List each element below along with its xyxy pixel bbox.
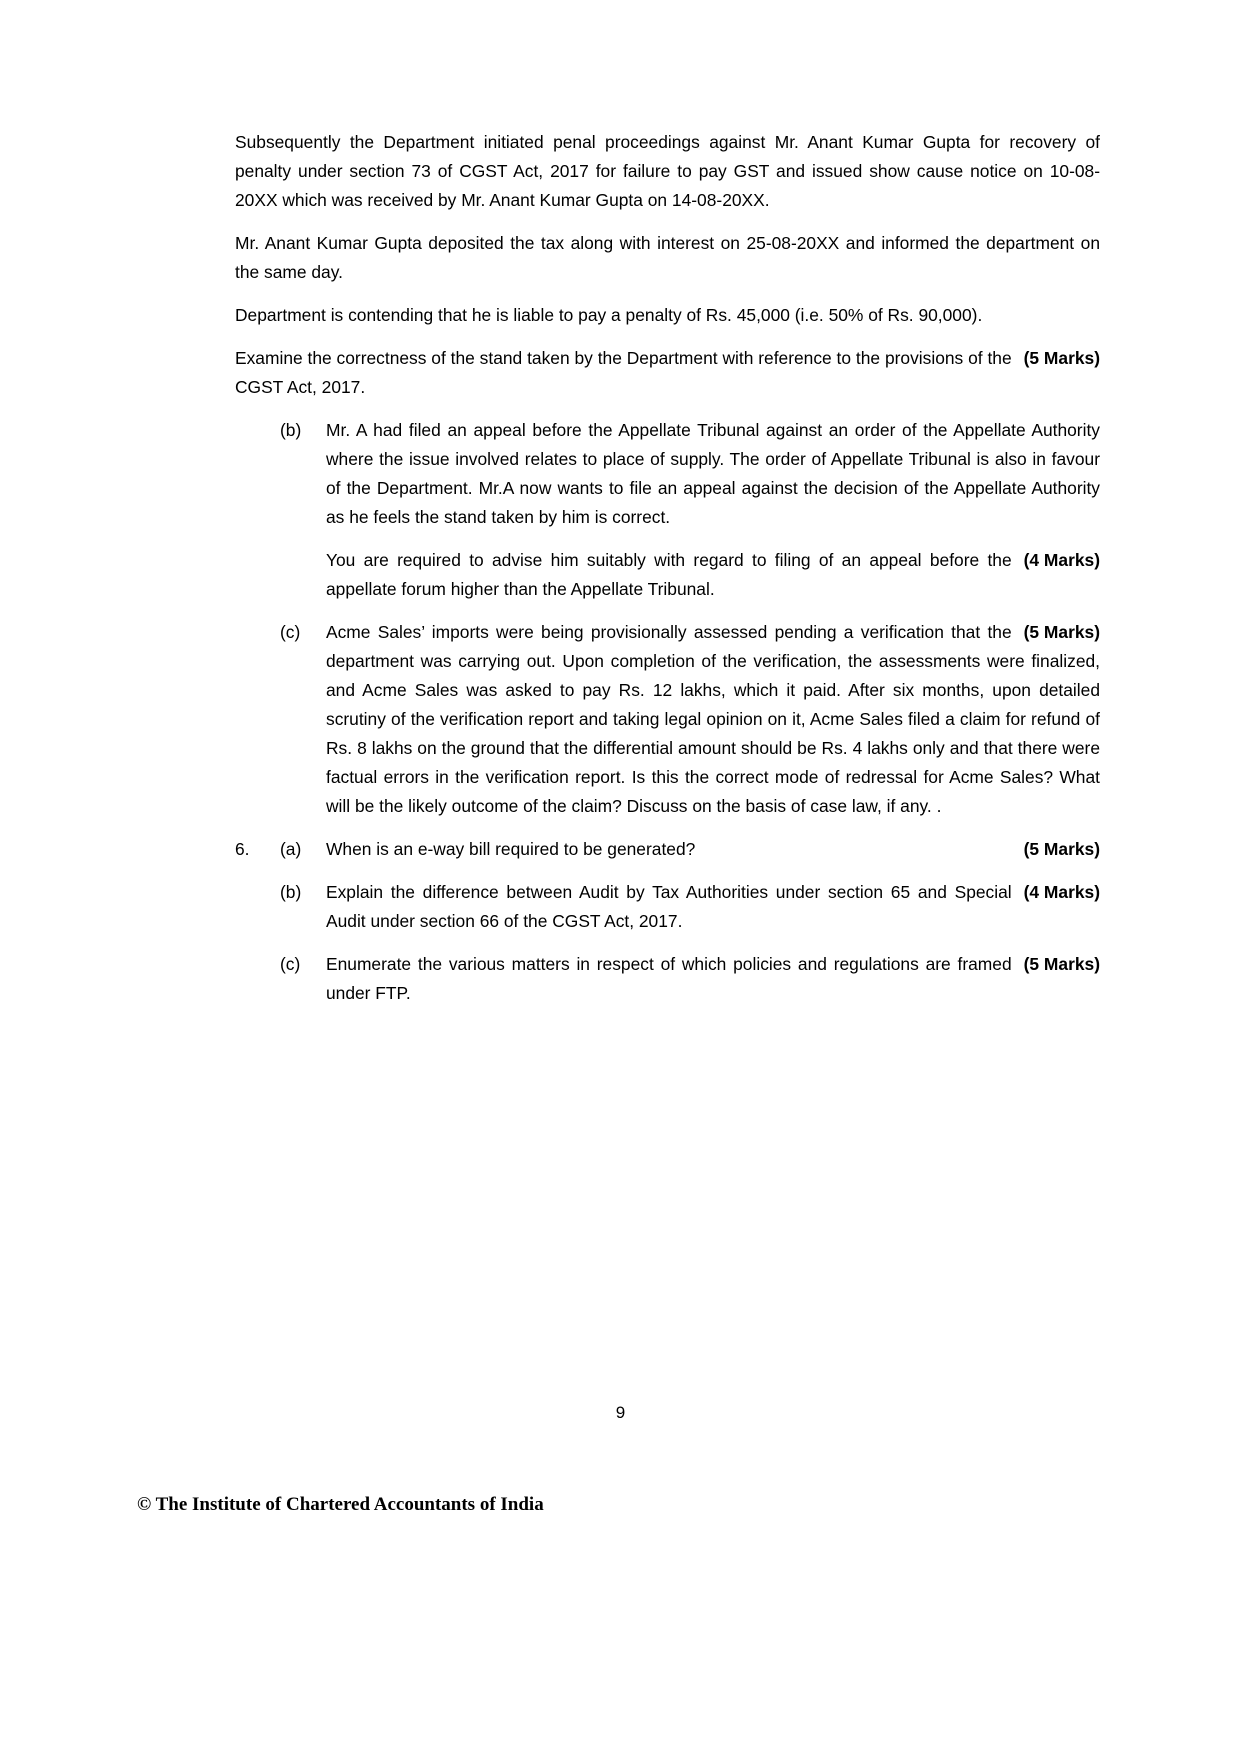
item-body-b-continuation [326, 546, 1100, 604]
marks-label-5b: (5 Marks) [1023, 622, 1100, 642]
marks-label-5a: (5 Marks) [1023, 348, 1100, 368]
item-text-c1: Acme Sales’ imports were being provisionally assessed pending a verification that the department was carrying out. Upon completion of the verification, the assessments were finalized, and Acme Sales was asked to pay Rs. 12 lakhs, which it paid. After six months, upon detailed scrutiny of the verification report and taking legal opinion on it, Acme Sales filed a claim for refund of Rs. 8 lakhs on the ground that the differential amount should be Rs. 4 lakhs only and that there were factual errors in the verification report. Is this the correct mode of redressal for Acme Sales? What will be the likely outcome of the claim? Discuss on the basis of case law, if any. . [326, 622, 1100, 816]
item-marker-c1: (c) [280, 622, 301, 642]
list-item-6c [235, 950, 1100, 1008]
footer-copyright: © The Institute of Chartered Accountants of India [137, 1494, 544, 1515]
item-marker-b1: (b) [280, 420, 302, 440]
paragraph-tax-deposit: Mr. Anant Kumar Gupta deposited the tax along with interest on 25-08-20XX and informed the department on the same day. [235, 233, 1100, 282]
paragraph-examine-correctness [235, 344, 1100, 402]
item-text-6c: Enumerate the various matters in respect of which policies and regulations are framed under FTP. [326, 954, 1012, 1003]
item-marker-6b: (b) [280, 882, 302, 902]
item-body-c1 [326, 618, 1100, 821]
paragraph-examine-text: Examine the correctness of the stand taken by the Department with reference to the provisions of the CGST Act, 2017. [235, 348, 1012, 397]
item-body-6b [326, 878, 1100, 936]
marks-label-5c: (5 Marks) [1023, 839, 1100, 859]
list-item-b-continuation [235, 546, 1100, 604]
list-item-6-prev-b [235, 416, 1100, 532]
paragraph-penal-proceedings: Subsequently the Department initiated penal proceedings against Mr. Anant Kumar Gupta for recovery of penalty under section 73 of CGST Act, 2017 for failure to pay GST and issued show cause notice on 10-08-20XX which was received by Mr. Anant Kumar Gupta on 14-08-20XX. [235, 132, 1100, 210]
item-text-6a: When is an e-way bill required to be generated? [326, 839, 696, 859]
list-item-6b [235, 878, 1100, 936]
marks-label-5d: (5 Marks) [1023, 954, 1100, 974]
marks-label-4a: (4 Marks) [1023, 550, 1100, 570]
item-body-b1: Mr. A had filed an appeal before the Appellate Tribunal against an order of the Appellate Authority where the issue involved relates to place of supply. The order of Appellate Tribunal is also in favour of the Department. Mr.A now wants to file an appeal against the decision of the Appellate Authority as he feels the stand taken by him is correct. [326, 420, 1100, 527]
item-body-6c [326, 950, 1100, 1008]
item-text-b-continuation: You are required to advise him suitably with regard to filing of an appeal before the appellate forum higher than the Appellate Tribunal. [326, 550, 1012, 599]
paragraph-department-contention: Department is contending that he is liable to pay a penalty of Rs. 45,000 (i.e. 50% of Rs. 90,000). [235, 305, 983, 325]
list-item-6a [235, 835, 1100, 864]
marks-label-4b: (4 Marks) [1023, 882, 1100, 902]
page-number: 9 [615, 1403, 626, 1422]
item-text-6b: Explain the difference between Audit by Tax Authorities under section 65 and Special Audit under section 66 of the CGST Act, 2017. [326, 882, 1012, 931]
item-number-6: 6. [235, 839, 250, 859]
item-marker-6a: (a) [280, 839, 302, 859]
list-item-c1 [235, 618, 1100, 821]
document-content [235, 128, 1100, 1008]
item-marker-6c: (c) [280, 954, 301, 974]
item-body-6a [326, 835, 1100, 864]
